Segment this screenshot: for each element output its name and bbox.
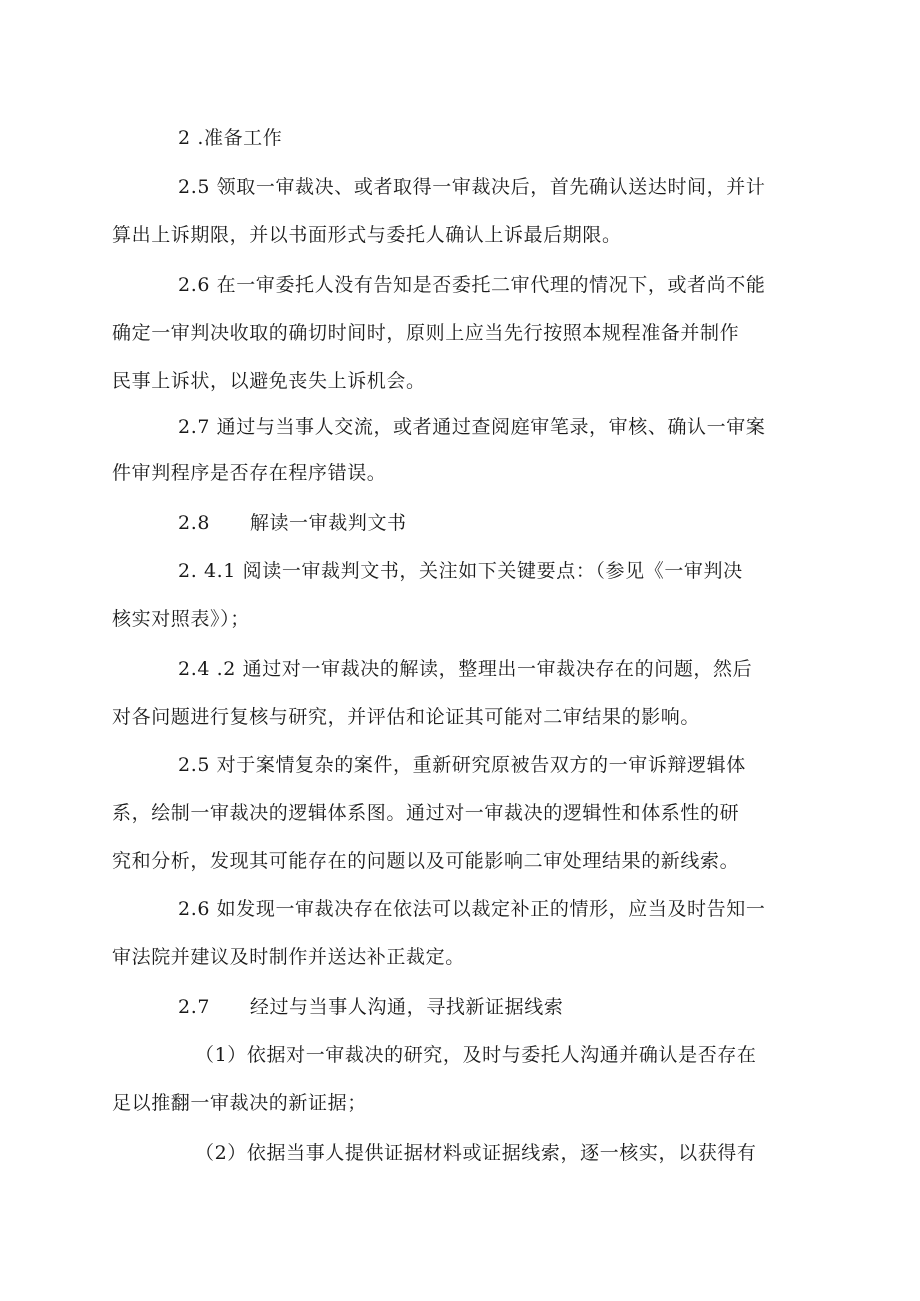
paragraph-2-5b-line-3: 究和分析，发现其可能存在的问题以及可能影响二审处理结果的新线索。 (112, 850, 740, 872)
paragraph-2-7-line-2: 件审判程序是否存在程序错误。 (112, 462, 387, 484)
paragraph-2-5-line-1: 2.5 领取一审裁决、或者取得一审裁决后，首先确认送达时间，并计 (178, 176, 766, 198)
paragraph-2-5b-line-2: 系，绘制一审裁决的逻辑体系图。通过对一审裁决的逻辑性和体系性的研 (112, 802, 740, 824)
section-heading-2-8: 2.8 解读一审裁判文书 (178, 512, 407, 534)
paragraph-2-4-1-line-1: 2. 4.1 阅读一审裁判文书，关注如下关键要点：（参见《一审判决 (178, 560, 743, 582)
paragraph-2-6b-line-2: 审法院并建议及时制作并送达补正裁定。 (112, 946, 465, 968)
item-1-line-2: 足以推翻一审裁决的新证据； (112, 1092, 367, 1114)
paragraph-2-4-2-line-1: 2.4 .2 通过对一审裁决的解读，整理出一审裁决存在的问题，然后 (178, 658, 753, 680)
paragraph-2-4-1-line-2: 核实对照表》）； (112, 608, 250, 630)
section-heading-2-7b: 2.7 经过与当事人沟通，寻找新证据线索 (178, 996, 564, 1018)
item-2-line-1: （2）依据当事人提供证据材料或证据线索，逐一核实，以获得有 (195, 1142, 757, 1164)
section-heading-2: 2 .准备工作 (178, 127, 283, 149)
paragraph-2-5-line-2: 算出上诉期限，并以书面形式与委托人确认上诉最后期限。 (112, 224, 622, 246)
paragraph-2-6b-line-1: 2.6 如发现一审裁决存在依法可以裁定补正的情形，应当及时告知一 (178, 898, 766, 920)
paragraph-2-6-line-1: 2.6 在一审委托人没有告知是否委托二审代理的情况下，或者尚不能 (178, 274, 766, 296)
item-1-line-1: （1）依据对一审裁决的研究，及时与委托人沟通并确认是否存在 (195, 1044, 757, 1066)
paragraph-2-7-line-1: 2.7 通过与当事人交流，或者通过查阅庭审笔录，审核、确认一审案 (178, 416, 766, 438)
paragraph-2-4-2-line-2: 对各问题进行复核与研究，并评估和论证其可能对二审结果的影响。 (112, 706, 701, 728)
paragraph-2-6-line-2: 确定一审判决收取的确切时间时，原则上应当先行按照本规程准备并制作 (112, 322, 740, 344)
paragraph-2-5b-line-1: 2.5 对于案情复杂的案件，重新研究原被告双方的一审诉辩逻辑体 (178, 754, 746, 776)
paragraph-2-6-line-3: 民事上诉状，以避免丧失上诉机会。 (112, 370, 426, 392)
